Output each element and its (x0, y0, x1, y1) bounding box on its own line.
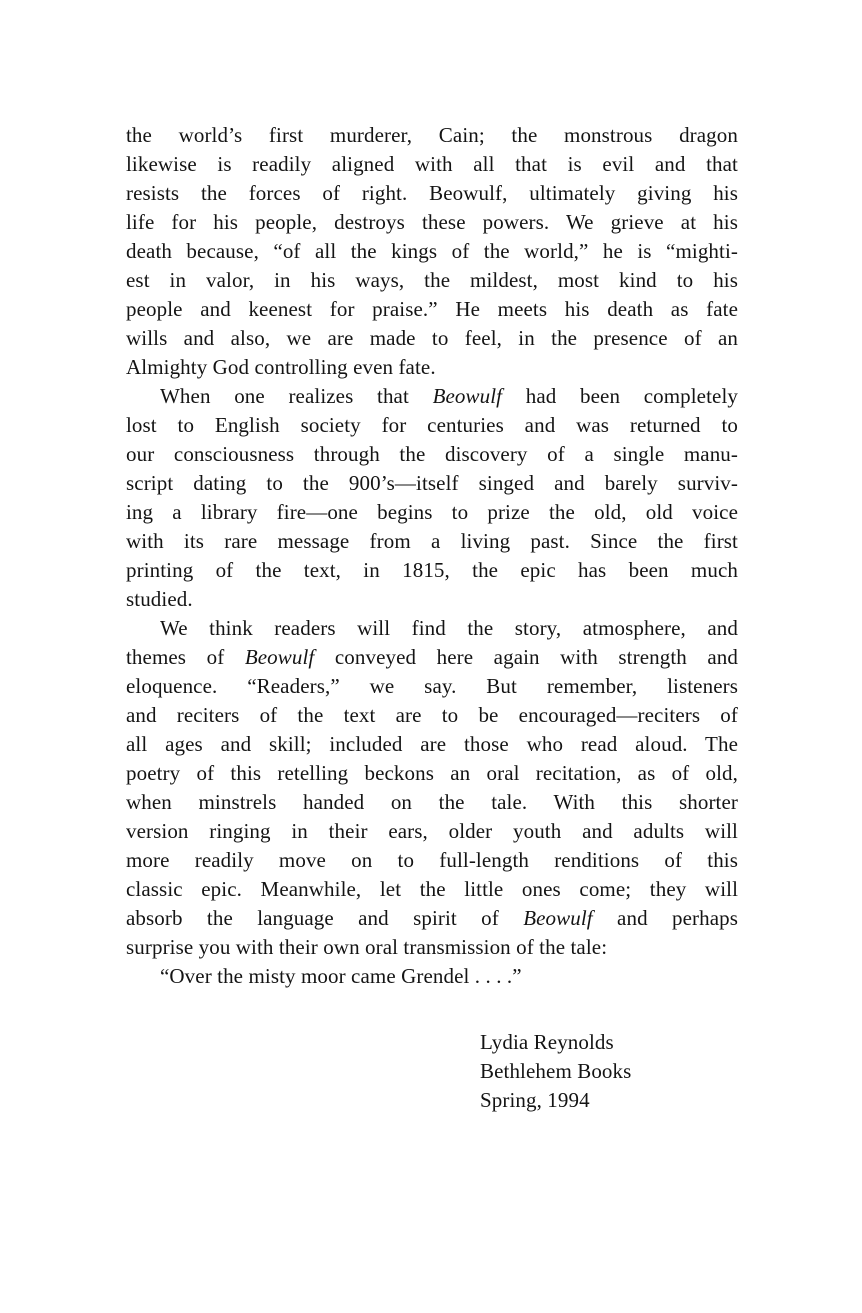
text-line (126, 730, 738, 759)
text-line (126, 324, 738, 353)
text-line (126, 469, 738, 498)
signature-publisher: Bethlehem Books (480, 1059, 632, 1083)
text-line (126, 846, 738, 875)
italic-title-text: Beowulf (244, 645, 315, 669)
text-line (126, 121, 738, 150)
italic-title-text: Beowulf (432, 384, 503, 408)
body-text: and perhaps (592, 906, 738, 930)
body-text: We think readers will find the story, atmosphere, and (160, 616, 738, 640)
text-line (126, 498, 738, 527)
body-text: Almighty God controlling even fate. (126, 355, 436, 379)
body-text: when minstrels handed on the tale. With this shorter (126, 790, 738, 814)
body-text: est in valor, in his ways, the mildest, most kind to his (126, 268, 738, 292)
text-line (126, 411, 738, 440)
body-text: version ringing in their ears, older youth and adults will (126, 819, 738, 843)
body-text: themes of (126, 645, 245, 669)
text-line (126, 643, 738, 672)
text-line (126, 875, 738, 904)
text-line (126, 962, 738, 991)
text-line (126, 933, 738, 962)
text-line (126, 440, 738, 469)
body-text: printing of the text, in 1815, the epic has been much (126, 558, 738, 582)
body-text: When one realizes that (160, 384, 433, 408)
body-text: likewise is readily aligned with all that is evil and that (126, 152, 738, 176)
body-text: our consciousness through the discovery of a single manu- (126, 442, 738, 466)
body-text: absorb the language and spirit of (126, 906, 524, 930)
text-line (126, 585, 738, 614)
text-line (126, 904, 738, 933)
paragraph-2 (126, 382, 738, 614)
body-text: “Over the misty moor came Grendel . . . .” (160, 964, 522, 988)
body-text: with its rare message from a living past. Since the first (126, 529, 738, 553)
body-text: classic epic. Meanwhile, let the little ones come; they will (126, 877, 738, 901)
body-text: all ages and skill; included are those who read aloud. The (126, 732, 738, 756)
body-text: studied. (126, 587, 193, 611)
text-line (126, 295, 738, 324)
body-text: conveyed here again with strength and (314, 645, 738, 669)
text-line (126, 382, 738, 411)
body-text: and reciters of the text are to be encouraged—reciters of (126, 703, 738, 727)
text-line (126, 701, 738, 730)
body-text: resists the forces of right. Beowulf, ultimately giving his (126, 181, 738, 205)
paragraph-1 (126, 121, 738, 382)
body-text: life for his people, destroys these powers. We grieve at his (126, 210, 738, 234)
body-text: poetry of this retelling beckons an oral recitation, as of old, (126, 761, 738, 785)
text-line (126, 353, 738, 382)
body-text: ing a library fire—one begins to prize the old, old voice (126, 500, 738, 524)
text-line (126, 237, 738, 266)
paragraph-3 (126, 614, 738, 962)
signature-block (480, 1028, 738, 1115)
body-text: had been completely (502, 384, 738, 408)
text-line (126, 788, 738, 817)
quote-line-paragraph (126, 962, 738, 991)
text-line (126, 208, 738, 237)
signature-date: Spring, 1994 (480, 1088, 590, 1112)
italic-title-text: Beowulf (523, 906, 593, 930)
body-text: script dating to the 900’s—itself singed and barely surviv- (126, 471, 738, 495)
text-line (126, 759, 738, 788)
body-text: the world’s first murderer, Cain; the monstrous dragon (126, 123, 738, 147)
signature-name: Lydia Reynolds (480, 1030, 614, 1054)
body-text: people and keenest for praise.” He meets his death as fate (126, 297, 738, 321)
text-line (126, 179, 738, 208)
body-text: eloquence. “Readers,” we say. But remember, listeners (126, 674, 738, 698)
text-line (126, 266, 738, 295)
body-text: death because, “of all the kings of the world,” he is “mighti- (126, 239, 738, 263)
body-text: lost to English society for centuries and was returned to (126, 413, 738, 437)
text-line (126, 614, 738, 643)
text-line (126, 672, 738, 701)
text-line (126, 556, 738, 585)
body-text: more readily move on to full-length renditions of this (126, 848, 738, 872)
text-line (126, 527, 738, 556)
text-line (126, 817, 738, 846)
body-text: surprise you with their own oral transmission of the tale: (126, 935, 608, 959)
text-line (126, 150, 738, 179)
text-block (126, 121, 738, 1115)
body-text: wills and also, we are made to feel, in the presence of an (126, 326, 738, 350)
